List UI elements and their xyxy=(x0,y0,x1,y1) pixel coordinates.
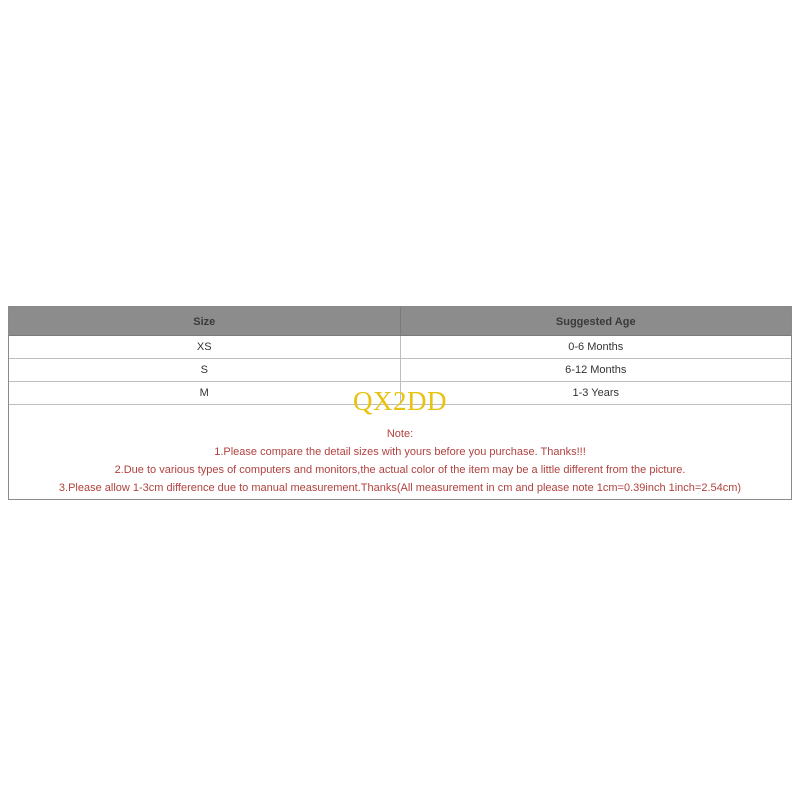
size-chart-table xyxy=(8,306,792,500)
note-line: 2.Due to various types of computers and monitors,the actual color of the item may be a little different from the picture. xyxy=(114,464,686,476)
age-cell: 1-3 Years xyxy=(400,382,792,404)
header-suggested-age: Suggested Age xyxy=(400,307,792,335)
table-row xyxy=(9,359,791,382)
notes-section xyxy=(9,405,791,499)
header-size: Size xyxy=(193,316,216,328)
size-cell: M xyxy=(199,387,209,399)
table-header-row xyxy=(9,307,791,336)
size-cell: S xyxy=(200,364,208,376)
table-row xyxy=(9,336,791,359)
size-cell: XS xyxy=(196,341,212,353)
note-line: 3.Please allow 1-3cm difference due to manual measurement.Thanks(All measurement in cm and please note 1cm=0.39inch 1inch=2.54cm) xyxy=(58,482,742,494)
watermark-logo: QX2DD xyxy=(353,386,447,416)
note-line: 1.Please compare the detail sizes with yours before you purchase. Thanks!!! xyxy=(214,446,586,458)
age-cell: 0-6 Months xyxy=(400,336,792,358)
table-row xyxy=(9,382,791,405)
notes-title: Note: xyxy=(386,428,414,440)
age-cell: 6-12 Months xyxy=(400,359,792,381)
